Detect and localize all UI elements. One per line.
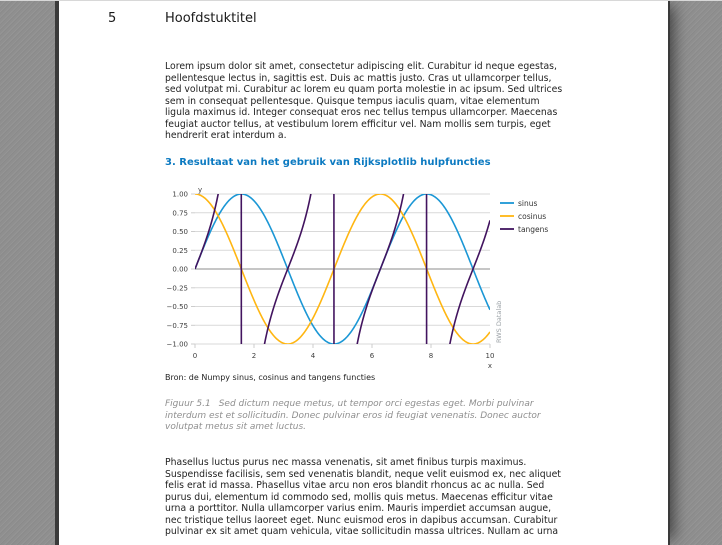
svg-text:−0.75: −0.75 [166,321,188,330]
svg-text:y: y [198,186,203,194]
svg-text:4: 4 [310,352,316,360]
svg-text:−0.50: −0.50 [166,303,188,311]
figure-caption-label: Figuur 5.1 [165,399,211,409]
chart-watermark: RWS Datalab [495,300,503,343]
paragraph-2: Phasellus luctus purus nec massa venenatis, sit amet finibus turpis maximus. Suspendisse facilisis, sem sed venenatis blandit, neque velit euismod ex, nec aliquet felis erat id massa. Phasellus vitae arcu non eros blandit rhoncus ac ac nulla. Sed purus dui, elementum id commodo sed, mollis quis metus. Maecenas efficitur vitae urna a porttitor. Nulla ullamcorper varius enim. Mauris imperdiet accumsan augue, nec tristique tellus laoreet eget. Nunc euismod eros in dapibus accumsan. Curabitur pulvinar ex sit amet quam vehicula, vitae sollicitudin massa ultrices. Nullam ac urna [165,457,561,537]
svg-text:8: 8 [428,352,434,360]
svg-text:0.00: 0.00 [172,265,188,274]
legend-label-tangens: tangens [518,224,549,234]
legend-label-cosinus: cosinus [518,211,547,221]
chart-figure [155,186,585,371]
document-page [55,0,670,545]
page-number: 5 [108,11,117,26]
figure-caption-text: Sed dictum neque metus, ut tempor orci egestas eget. Morbi pulvinar interdum est et sollicitudin. Donec pulvinar eros id feugiat venenatis. Donec auctor volutpat metus sit amet luctus. [165,399,541,432]
svg-text:0.75: 0.75 [172,209,188,218]
svg-text:1.00: 1.00 [172,190,188,199]
chart-svg [155,186,585,371]
svg-text:2: 2 [251,352,257,360]
svg-text:x: x [487,362,493,370]
svg-text:10: 10 [485,352,495,360]
figure-caption [165,399,575,434]
chapter-title: Hoofdstuktitel [165,11,257,26]
paragraph-1: Lorem ipsum dolor sit amet, consectetur adipiscing elit. Curabitur id neque egestas, pellentesque lectus in, sagittis est. Duis ac mattis justo. Cras ut ullamcorper tellus, sed volutpat mi. Curabitur ac lorem eu quam porta molestie in ac ipsum. Sed ultrices sem in consequat pellentesque. Quisque tempus iaculis quam, vitae elementum ligula maximus id. Integer consequat eros nec tellus tempus ullamcorper. Maecenas feugiat auctor tellus, at vestibulum lorem efficitur vel. Nam mollis sem turpis, eget hendrerit erat interdum a. [165,61,563,141]
legend-label-sinus: sinus [518,198,538,208]
svg-text:6: 6 [369,352,375,360]
svg-text:0.50: 0.50 [172,228,188,236]
series-tangens [192,186,493,371]
svg-text:−0.25: −0.25 [166,284,188,293]
section-heading: 3. Resultaat van het gebruik van Rijksplotlib hulpfuncties [165,157,491,168]
svg-text:−1.00: −1.00 [166,340,188,349]
chart-source-line: Bron: de Numpy sinus, cosinus and tangens functies [165,373,376,382]
viewer-top-border [0,0,722,1]
svg-text:0: 0 [192,352,198,360]
svg-text:0.25: 0.25 [172,246,188,255]
